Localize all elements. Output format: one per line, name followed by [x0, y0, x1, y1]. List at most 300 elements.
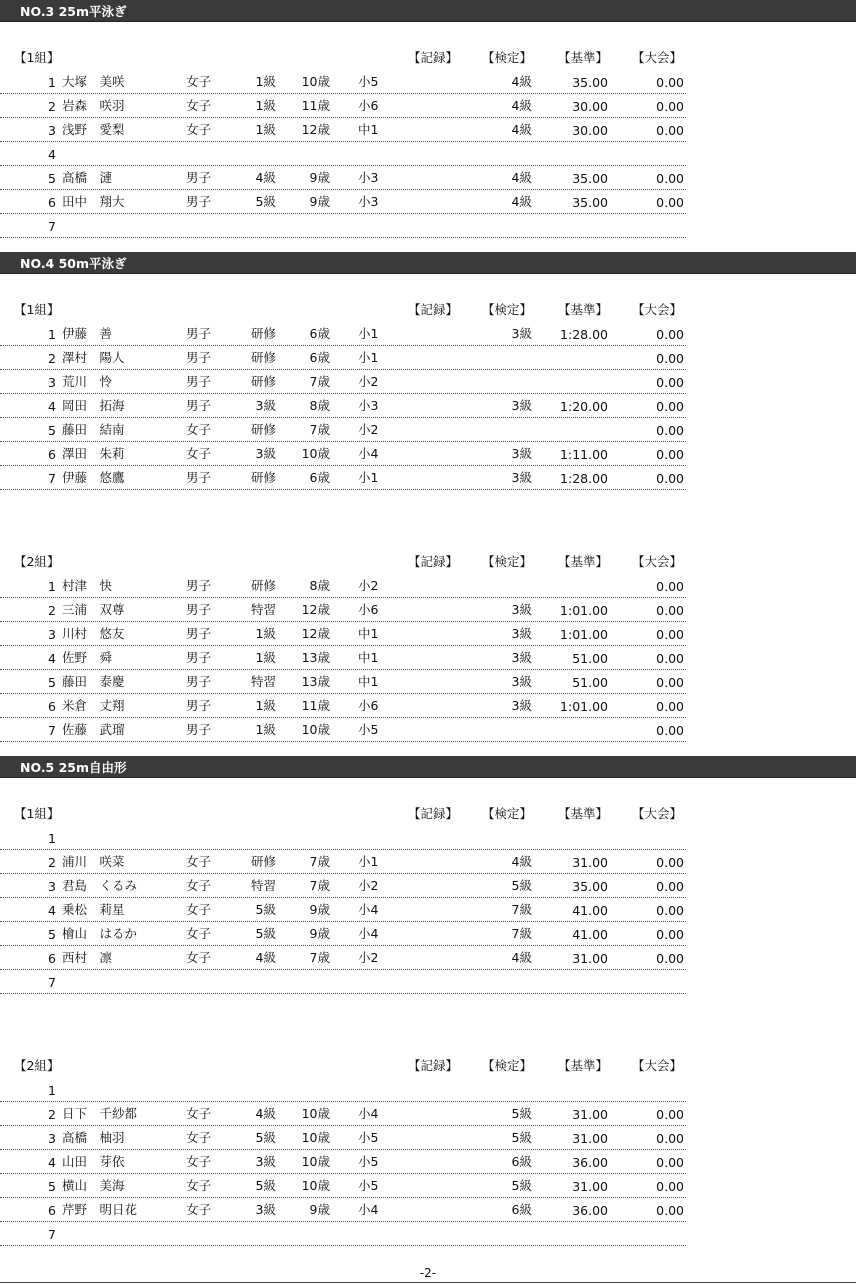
swimmer-name: 田中 翔大 — [62, 194, 125, 209]
group-label: 【2組】 — [14, 1058, 60, 1073]
level: 研修 — [250, 326, 276, 341]
taikai-time: 0.00 — [656, 603, 684, 618]
taikai-time: 0.00 — [656, 471, 684, 486]
age: 8歳 — [309, 398, 330, 413]
lane-number: 1 — [48, 831, 56, 846]
kentei-header: 【検定】 — [482, 806, 533, 821]
table-row — [0, 214, 686, 238]
gender: 女子 — [186, 854, 212, 869]
lane-number: 5 — [48, 423, 56, 438]
standard-time: 1:28.00 — [560, 327, 608, 342]
level: 1級 — [255, 74, 276, 89]
gender: 女子 — [186, 1154, 212, 1169]
lane-number: 4 — [48, 147, 56, 162]
level: 5級 — [255, 194, 276, 209]
lane-number: 3 — [48, 1131, 56, 1146]
taikai-time: 0.00 — [656, 195, 684, 210]
record-header: 【記録】 — [408, 50, 459, 65]
level: 4級 — [255, 950, 276, 965]
group-label: 【1組】 — [14, 806, 60, 821]
gender: 女子 — [186, 446, 212, 461]
age: 10歳 — [301, 1154, 330, 1169]
kentei-level: 4級 — [511, 122, 532, 137]
taikai-time: 0.00 — [656, 351, 684, 366]
age: 7歳 — [309, 878, 330, 893]
standard-time: 51.00 — [572, 675, 608, 690]
gender: 女子 — [186, 878, 212, 893]
standard-time: 41.00 — [572, 927, 608, 942]
kentei-level: 4級 — [511, 950, 532, 965]
swimmer-name: 君島 くるみ — [62, 878, 138, 893]
age: 9歳 — [309, 170, 330, 185]
taikai-header: 【大会】 — [632, 554, 683, 569]
gender: 男子 — [186, 626, 212, 641]
standard-time: 30.00 — [572, 123, 608, 138]
kentei-level: 5級 — [511, 1178, 532, 1193]
gender: 女子 — [186, 1178, 212, 1193]
kentei-level: 5級 — [511, 1106, 532, 1121]
standard-time: 1:01.00 — [560, 603, 608, 618]
school-grade: 小4 — [358, 926, 379, 941]
school-grade: 小1 — [358, 350, 379, 365]
record-header: 【記録】 — [408, 1058, 459, 1073]
lane-number: 7 — [48, 1227, 56, 1242]
kentei-level: 5級 — [511, 1130, 532, 1145]
gender: 男子 — [186, 722, 212, 737]
group-header — [0, 552, 690, 572]
swimmer-name: 西村 凛 — [62, 950, 113, 965]
taikai-time: 0.00 — [656, 675, 684, 690]
standard-header: 【基準】 — [558, 50, 609, 65]
school-grade: 小4 — [358, 446, 379, 461]
taikai-time: 0.00 — [656, 399, 684, 414]
age: 13歳 — [301, 650, 330, 665]
swimmer-name: 横山 美海 — [62, 1178, 125, 1193]
table-row — [0, 598, 686, 622]
age: 11歳 — [301, 698, 330, 713]
school-grade: 小1 — [358, 854, 379, 869]
swimmer-name: 岡田 拓海 — [62, 398, 125, 413]
age: 12歳 — [301, 626, 330, 641]
swimmer-name: 佐藤 武瑠 — [62, 722, 125, 737]
kentei-level: 4級 — [511, 194, 532, 209]
swimmer-name: 三浦 双尊 — [62, 602, 125, 617]
taikai-time: 0.00 — [656, 1131, 684, 1146]
age: 9歳 — [309, 926, 330, 941]
kentei-level: 7級 — [511, 926, 532, 941]
level: 4級 — [255, 1106, 276, 1121]
age: 7歳 — [309, 950, 330, 965]
swimmer-name: 米倉 丈翔 — [62, 698, 125, 713]
level: 5級 — [255, 902, 276, 917]
school-grade: 中1 — [358, 674, 379, 689]
group-header — [0, 1056, 690, 1076]
record-header: 【記録】 — [408, 554, 459, 569]
standard-header: 【基準】 — [558, 302, 609, 317]
age: 7歳 — [309, 422, 330, 437]
table-row — [0, 1198, 686, 1222]
school-grade: 中1 — [358, 122, 379, 137]
table-row — [0, 322, 686, 346]
level: 4級 — [255, 170, 276, 185]
lane-number: 3 — [48, 375, 56, 390]
taikai-time: 0.00 — [656, 1179, 684, 1194]
lane-number: 3 — [48, 123, 56, 138]
gender: 男子 — [186, 350, 212, 365]
gender: 男子 — [186, 602, 212, 617]
school-grade: 小3 — [358, 170, 379, 185]
level: 研修 — [250, 470, 276, 485]
group-label: 【2組】 — [14, 554, 60, 569]
swimmer-name: 川村 悠友 — [62, 626, 125, 641]
level: 研修 — [250, 578, 276, 593]
age: 12歳 — [301, 122, 330, 137]
school-grade: 中1 — [358, 650, 379, 665]
standard-time: 36.00 — [572, 1203, 608, 1218]
swimmer-name: 佐野 舜 — [62, 650, 113, 665]
taikai-time: 0.00 — [656, 99, 684, 114]
level: 研修 — [250, 374, 276, 389]
standard-time: 35.00 — [572, 171, 608, 186]
lane-number: 1 — [48, 327, 56, 342]
standard-time: 1:20.00 — [560, 399, 608, 414]
school-grade: 小6 — [358, 698, 379, 713]
page-number: -2- — [419, 1266, 437, 1280]
age: 10歳 — [301, 446, 330, 461]
table-row — [0, 850, 686, 874]
lane-number: 2 — [48, 99, 56, 114]
kentei-header: 【検定】 — [482, 302, 533, 317]
group-header — [0, 48, 690, 68]
table-row — [0, 394, 686, 418]
swimmer-name: 藤田 結南 — [62, 422, 125, 437]
table-row — [0, 898, 686, 922]
school-grade: 小5 — [358, 74, 379, 89]
taikai-time: 0.00 — [656, 75, 684, 90]
swimmer-name: 荒川 怜 — [62, 374, 113, 389]
taikai-time: 0.00 — [656, 879, 684, 894]
lane-number: 4 — [48, 651, 56, 666]
age: 6歳 — [309, 326, 330, 341]
age: 7歳 — [309, 374, 330, 389]
kentei-header: 【検定】 — [482, 554, 533, 569]
standard-time: 1:11.00 — [560, 447, 608, 462]
gender: 男子 — [186, 578, 212, 593]
swimmer-name: 伊藤 悠鷹 — [62, 470, 125, 485]
level: 1級 — [255, 722, 276, 737]
school-grade: 小2 — [358, 578, 379, 593]
taikai-time: 0.00 — [656, 579, 684, 594]
school-grade: 小2 — [358, 422, 379, 437]
swimmer-name: 大塚 美咲 — [62, 74, 125, 89]
level: 1級 — [255, 122, 276, 137]
swimmer-name: 浅野 愛梨 — [62, 122, 125, 137]
lane-number: 5 — [48, 675, 56, 690]
swimmer-name: 高橋 漣 — [62, 170, 113, 185]
table-row — [0, 118, 686, 142]
table-row — [0, 466, 686, 490]
kentei-level: 4級 — [511, 74, 532, 89]
standard-time: 31.00 — [572, 855, 608, 870]
record-header: 【記録】 — [408, 302, 459, 317]
kentei-header: 【検定】 — [482, 1058, 533, 1073]
table-row — [0, 646, 686, 670]
kentei-level: 3級 — [511, 674, 532, 689]
level: 特習 — [250, 674, 276, 689]
table-row — [0, 190, 686, 214]
table-row — [0, 1222, 686, 1246]
taikai-time: 0.00 — [656, 1203, 684, 1218]
table-row — [0, 718, 686, 742]
lane-number: 5 — [48, 171, 56, 186]
swimmer-name: 山田 芽依 — [62, 1154, 125, 1169]
level: 5級 — [255, 926, 276, 941]
level: 1級 — [255, 650, 276, 665]
gender: 男子 — [186, 170, 212, 185]
section-title-bar: NO.5 25m自由形 — [0, 756, 856, 778]
table-row — [0, 370, 686, 394]
taikai-time: 0.00 — [656, 123, 684, 138]
age: 10歳 — [301, 722, 330, 737]
standard-header: 【基準】 — [558, 554, 609, 569]
gender: 女子 — [186, 74, 212, 89]
school-grade: 中1 — [358, 626, 379, 641]
gender: 男子 — [186, 650, 212, 665]
table-row — [0, 1174, 686, 1198]
lane-number: 7 — [48, 219, 56, 234]
table-row — [0, 622, 686, 646]
taikai-time: 0.00 — [656, 855, 684, 870]
group-label: 【1組】 — [14, 302, 60, 317]
level: 研修 — [250, 422, 276, 437]
gender: 女子 — [186, 1130, 212, 1145]
kentei-level: 6級 — [511, 1154, 532, 1169]
school-grade: 小1 — [358, 326, 379, 341]
kentei-level: 3級 — [511, 626, 532, 641]
lane-number: 6 — [48, 195, 56, 210]
taikai-time: 0.00 — [656, 723, 684, 738]
taikai-time: 0.00 — [656, 375, 684, 390]
age: 10歳 — [301, 74, 330, 89]
swimmer-name: 澤村 陽人 — [62, 350, 125, 365]
record-header: 【記録】 — [408, 806, 459, 821]
gender: 男子 — [186, 326, 212, 341]
standard-time: 35.00 — [572, 195, 608, 210]
lane-number: 2 — [48, 603, 56, 618]
table-row — [0, 346, 686, 370]
taikai-header: 【大会】 — [632, 1058, 683, 1073]
age: 9歳 — [309, 902, 330, 917]
lane-number: 7 — [48, 723, 56, 738]
taikai-time: 0.00 — [656, 951, 684, 966]
standard-time: 51.00 — [572, 651, 608, 666]
school-grade: 小3 — [358, 398, 379, 413]
kentei-level: 3級 — [511, 326, 532, 341]
taikai-time: 0.00 — [656, 1155, 684, 1170]
gender: 女子 — [186, 98, 212, 113]
level: 1級 — [255, 626, 276, 641]
level: 特習 — [250, 878, 276, 893]
table-row — [0, 694, 686, 718]
gender: 女子 — [186, 1106, 212, 1121]
taikai-time: 0.00 — [656, 699, 684, 714]
kentei-level: 6級 — [511, 1202, 532, 1217]
age: 6歳 — [309, 350, 330, 365]
kentei-level: 3級 — [511, 698, 532, 713]
standard-time: 35.00 — [572, 879, 608, 894]
lane-number: 5 — [48, 927, 56, 942]
level: 3級 — [255, 1202, 276, 1217]
gender: 男子 — [186, 194, 212, 209]
taikai-time: 0.00 — [656, 651, 684, 666]
standard-time: 1:01.00 — [560, 699, 608, 714]
gender: 男子 — [186, 674, 212, 689]
lane-number: 6 — [48, 951, 56, 966]
kentei-level: 4級 — [511, 170, 532, 185]
standard-header: 【基準】 — [558, 806, 609, 821]
swimmer-name: 日下 千紗都 — [62, 1106, 138, 1121]
gender: 女子 — [186, 902, 212, 917]
school-grade: 小4 — [358, 1202, 379, 1217]
gender: 男子 — [186, 374, 212, 389]
age: 10歳 — [301, 1106, 330, 1121]
gender: 女子 — [186, 422, 212, 437]
swimmer-name: 岩森 咲羽 — [62, 98, 125, 113]
age: 12歳 — [301, 602, 330, 617]
swimmer-name: 芹野 明日花 — [62, 1202, 138, 1217]
kentei-level: 3級 — [511, 602, 532, 617]
kentei-level: 4級 — [511, 854, 532, 869]
standard-time: 30.00 — [572, 99, 608, 114]
gender: 男子 — [186, 698, 212, 713]
table-row — [0, 970, 686, 994]
lane-number: 2 — [48, 351, 56, 366]
school-grade: 小6 — [358, 602, 379, 617]
taikai-header: 【大会】 — [632, 302, 683, 317]
age: 10歳 — [301, 1130, 330, 1145]
kentei-level: 3級 — [511, 398, 532, 413]
taikai-time: 0.00 — [656, 627, 684, 642]
standard-time: 1:28.00 — [560, 471, 608, 486]
gender: 女子 — [186, 926, 212, 941]
standard-time: 31.00 — [572, 1107, 608, 1122]
lane-number: 1 — [48, 1083, 56, 1098]
table-row — [0, 874, 686, 898]
gender: 女子 — [186, 122, 212, 137]
standard-time: 1:01.00 — [560, 627, 608, 642]
standard-time: 36.00 — [572, 1155, 608, 1170]
standard-header: 【基準】 — [558, 1058, 609, 1073]
lane-number: 7 — [48, 471, 56, 486]
level: 特習 — [250, 602, 276, 617]
table-row — [0, 826, 686, 850]
gender: 女子 — [186, 1202, 212, 1217]
kentei-level: 3級 — [511, 446, 532, 461]
group-header — [0, 804, 690, 824]
school-grade: 小4 — [358, 902, 379, 917]
school-grade: 小5 — [358, 1154, 379, 1169]
school-grade: 小1 — [358, 470, 379, 485]
swimmer-name: 浦川 咲菜 — [62, 854, 125, 869]
lane-number: 4 — [48, 1155, 56, 1170]
lane-number: 1 — [48, 75, 56, 90]
table-row — [0, 166, 686, 190]
age: 7歳 — [309, 854, 330, 869]
table-row — [0, 442, 686, 466]
table-row — [0, 670, 686, 694]
age: 13歳 — [301, 674, 330, 689]
lane-number: 4 — [48, 399, 56, 414]
group-label: 【1組】 — [14, 50, 60, 65]
kentei-level: 3級 — [511, 650, 532, 665]
level: 3級 — [255, 398, 276, 413]
kentei-header: 【検定】 — [482, 50, 533, 65]
taikai-time: 0.00 — [656, 903, 684, 918]
taikai-time: 0.00 — [656, 171, 684, 186]
lane-number: 6 — [48, 699, 56, 714]
lane-number: 6 — [48, 447, 56, 462]
footer-divider — [0, 1282, 856, 1283]
school-grade: 小3 — [358, 194, 379, 209]
swimmer-name: 乗松 莉星 — [62, 902, 125, 917]
age: 8歳 — [309, 578, 330, 593]
age: 9歳 — [309, 194, 330, 209]
swimmer-name: 檜山 はるか — [62, 926, 138, 941]
standard-time: 35.00 — [572, 75, 608, 90]
level: 研修 — [250, 350, 276, 365]
taikai-time: 0.00 — [656, 447, 684, 462]
level: 研修 — [250, 854, 276, 869]
section-title-bar: NO.4 50m平泳ぎ — [0, 252, 856, 274]
lane-number: 3 — [48, 627, 56, 642]
swimmer-name: 高橋 柚羽 — [62, 1130, 125, 1145]
taikai-time: 0.00 — [656, 1107, 684, 1122]
table-row — [0, 574, 686, 598]
group-header — [0, 300, 690, 320]
kentei-level: 3級 — [511, 470, 532, 485]
level: 3級 — [255, 446, 276, 461]
section-title-bar: NO.3 25m平泳ぎ — [0, 0, 856, 22]
gender: 男子 — [186, 470, 212, 485]
taikai-header: 【大会】 — [632, 806, 683, 821]
kentei-level: 5級 — [511, 878, 532, 893]
lane-number: 3 — [48, 879, 56, 894]
taikai-time: 0.00 — [656, 423, 684, 438]
age: 6歳 — [309, 470, 330, 485]
level: 1級 — [255, 698, 276, 713]
gender: 男子 — [186, 398, 212, 413]
lane-number: 7 — [48, 975, 56, 990]
school-grade: 小2 — [358, 878, 379, 893]
school-grade: 小2 — [358, 950, 379, 965]
taikai-time: 0.00 — [656, 927, 684, 942]
table-row — [0, 418, 686, 442]
kentei-level: 7級 — [511, 902, 532, 917]
school-grade: 小5 — [358, 1178, 379, 1193]
school-grade: 小5 — [358, 1130, 379, 1145]
level: 1級 — [255, 98, 276, 113]
school-grade: 小2 — [358, 374, 379, 389]
lane-number: 1 — [48, 579, 56, 594]
age: 9歳 — [309, 1202, 330, 1217]
kentei-level: 4級 — [511, 98, 532, 113]
standard-time: 31.00 — [572, 1179, 608, 1194]
table-row — [0, 1150, 686, 1174]
swimmer-name: 伊藤 善 — [62, 326, 113, 341]
age: 10歳 — [301, 1178, 330, 1193]
swimmer-name: 澤田 朱莉 — [62, 446, 125, 461]
level: 5級 — [255, 1130, 276, 1145]
